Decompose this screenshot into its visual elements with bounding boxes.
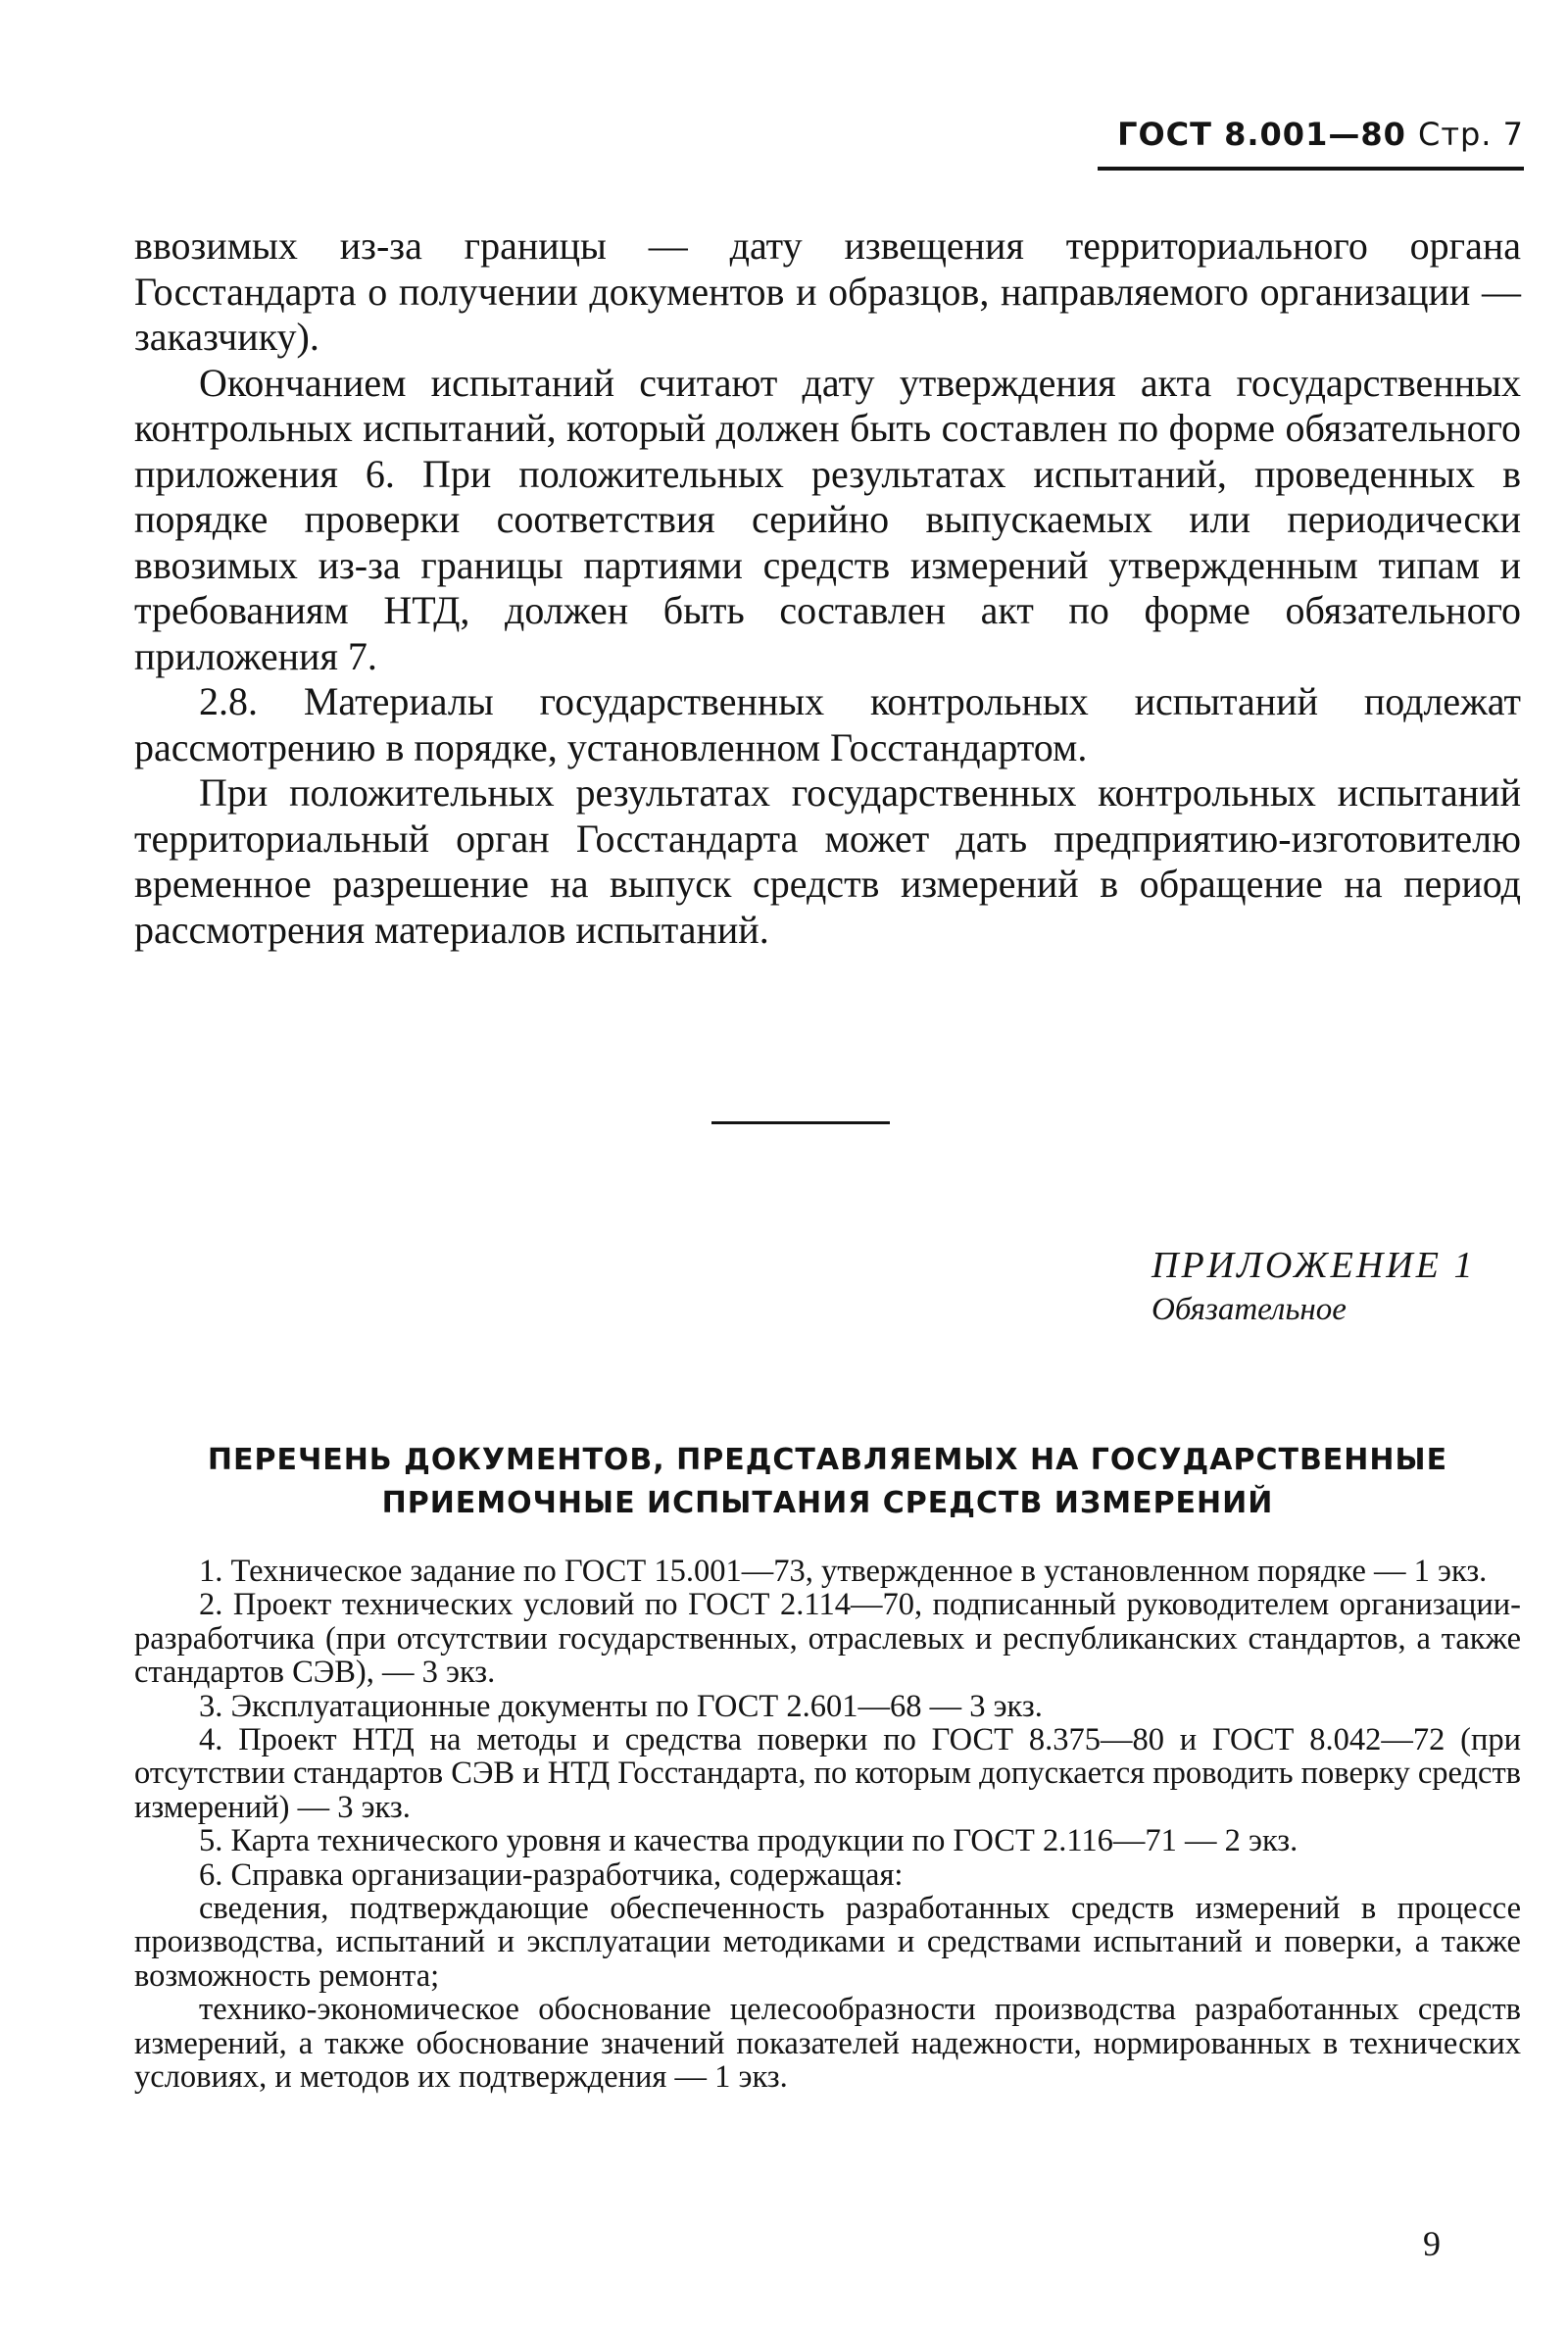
list-item: 6. Справка организации-разработчика, содержащая: xyxy=(199,1856,904,1893)
list-item: 2. Проект технических условий по ГОСТ 2.114—70, подписанный руководителем организации-разработчика (при отсутствии государственных, отраслевых и республиканских стандартов, а также стандартов СЭВ), — 3 экз. xyxy=(134,1587,1521,1691)
page-reference: Стр. 7 xyxy=(1418,116,1524,153)
section-heading-line-1: ПЕРЕЧЕНЬ ДОКУМЕНТОВ, ПРЕДСТАВЛЯЕМЫХ НА ГОСУДАРСТВЕННЫЕ xyxy=(207,1443,1448,1477)
paragraph-end-of-tests: Окончанием испытаний считают дату утверждения акта государственных контрольных испытаний, который должен быть составлен по форме обязательного приложения 6. При положительных результатах испытаний, проведенных в порядке проверки соответствия серийно выпускаемых или периодически ввозимых из-за границы партиями средств измерений утвержденным типам и требованиям НТД, должен быть составлен акт по форме обязательного приложения 7. xyxy=(134,360,1521,678)
section-separator xyxy=(711,1121,890,1124)
list-item: 1. Техническое задание по ГОСТ 15.001—73, утвержденное в установленном порядке — 1 экз. xyxy=(199,1554,1488,1589)
appendix-subtitle: Обязательное xyxy=(1152,1292,1347,1327)
list-item: 4. Проект НТД на методы и средства поверки по ГОСТ 8.375—80 и ГОСТ 8.042—72 (при отсутствии стандартов СЭВ и НТД Госстандарта, по которым допускается проводить поверку средств измерений) — 3 экз. xyxy=(134,1722,1522,1825)
appendix-label xyxy=(1152,1243,1475,1331)
section-heading xyxy=(134,1439,1521,1525)
list-subitem: сведения, подтверждающие обеспеченность разработанных средств измерений в процессе производства, испытаний и эксплуатации методиками и средствами испытаний и поверки, а также возможность ремонта; xyxy=(134,1891,1521,1994)
paragraph-clause-2-8: 2.8. Материалы государственных контрольных испытаний подлежат рассмотрению в порядке, установленном Госстандартом. xyxy=(134,679,1521,769)
list-subitem: технико-экономическое обоснование целесообразности производства разработанных средств измерений, а также обоснование значений показателей надежности, нормированных в технических условиях, и методов их подтверждения — 1 экз. xyxy=(134,1992,1521,2096)
document-list xyxy=(134,1555,1521,2095)
appendix-title: ПРИЛОЖЕНИЕ 1 xyxy=(1152,1245,1476,1286)
paragraph-temporary-permission: При положительных результатах государственных контрольных испытаний территориальный орган Госстандарта может дать предприятию-изготовителю временное разрешение на выпуск средств измерений в обращение на период рассмотрения материалов испытаний. xyxy=(134,770,1521,952)
running-header xyxy=(1117,116,1524,153)
header-rule xyxy=(1098,167,1524,171)
page-number: 9 xyxy=(1423,2224,1441,2263)
body-text-upper xyxy=(134,223,1521,953)
standard-number: ГОСТ 8.001—80 xyxy=(1117,116,1406,153)
list-item: 3. Эксплуатационные документы по ГОСТ 2.601—68 — 3 экз. xyxy=(199,1688,1043,1724)
section-heading-line-2: ПРИЕМОЧНЫЕ ИСПЫТАНИЯ СРЕДСТВ ИЗМЕРЕНИЙ xyxy=(381,1486,1274,1520)
paragraph-continuation: ввозимых из-за границы — дату извещения территориального органа Госстандарта о получении документов и образцов, направляемого организации — заказчику). xyxy=(134,223,1521,359)
list-item: 5. Карта технического уровня и качества продукции по ГОСТ 2.116—71 — 2 экз. xyxy=(199,1823,1298,1859)
